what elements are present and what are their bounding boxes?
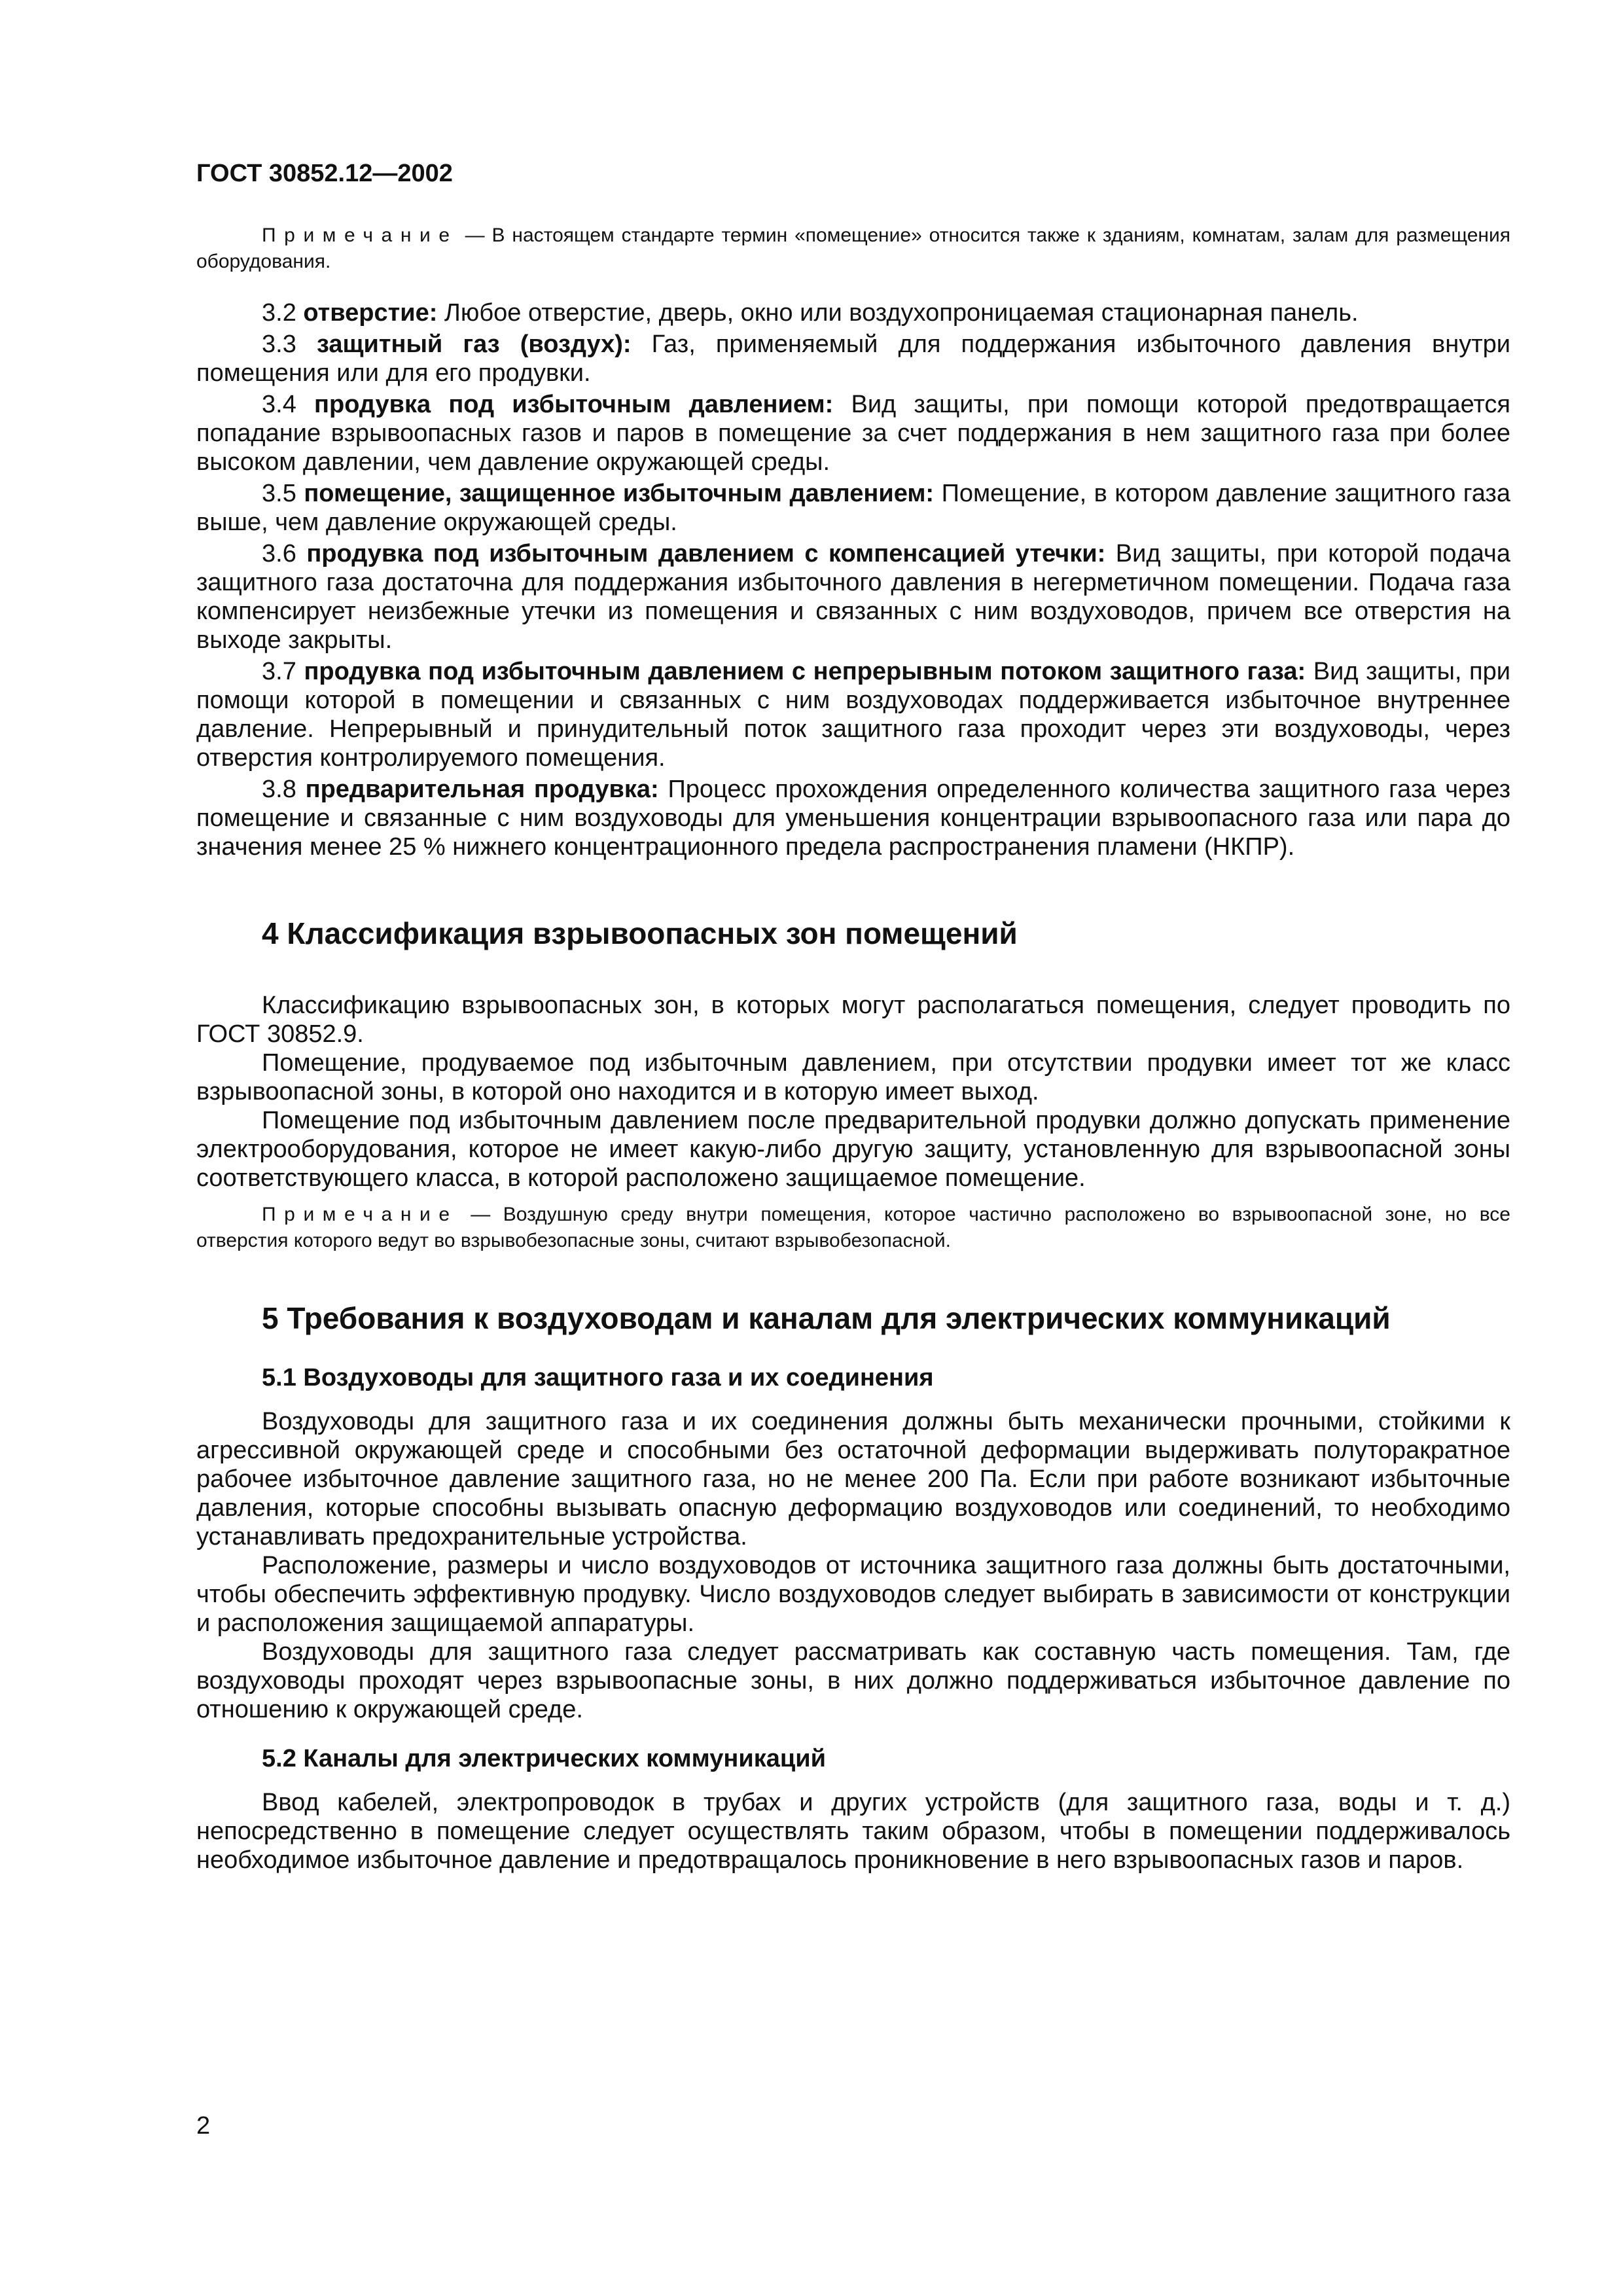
term-definition: Вид защиты, при помощи которой предотвращается попадание взрывоопасных газов и паров в помещение за счет поддержания в нем защитного газа при более высоком давлении, чем давление окружающей среды. [196, 391, 1511, 476]
term-number: 3.2 [262, 299, 296, 327]
term-number: 3.7 [262, 658, 296, 685]
section-5-heading: 5 Требования к воздуховодам и каналам для электрических коммуникаций [262, 1301, 1391, 1335]
term-title: предварительная продувка: [305, 776, 659, 803]
term-number: 3.4 [262, 391, 296, 418]
term-3-2 [196, 298, 1510, 327]
term-title: помещение, защищенное избыточным давлением: [304, 480, 935, 507]
term-number: 3.5 [262, 480, 296, 507]
term-3-5 [196, 479, 1510, 537]
term-definition: Любое отверстие, дверь, окно или воздухопроницаемая стационарная панель. [437, 299, 1359, 327]
term-definition: Процесс прохождения определенного количества защитного газа через помещение и связанные с ним воздуховоды для уменьшения концентрации взрывоопасного газа или пара до значения менее 25 % нижнего концентрационного предела распространения пламени (НКПР). [196, 776, 1511, 861]
subsection-5-2-heading: 5.2 Каналы для электрических коммуникаций [262, 1745, 826, 1772]
document-body [196, 223, 1510, 1874]
body-paragraph: Воздуховоды для защитного газа следует рассматривать как составную часть помещения. Там, где воздуховоды проходят через взрывоопасные зоны, в них должно поддерживаться избыточное давление по отношению к окружающей среде. [196, 1638, 1510, 1723]
note-paragraph [196, 1202, 1510, 1254]
term-3-7 [196, 657, 1510, 772]
term-number: 3.8 [262, 776, 296, 803]
body-paragraph: Помещение, продуваемое под избыточным давлением, при отсутствии продувки имеет тот же класс взрывоопасной зоны, в которой оно находится и в которую имеет выход. [196, 1049, 1510, 1105]
term-definition: Помещение, в котором давление защитного газа выше, чем давление окружающей среды. [196, 480, 1510, 536]
note-paragraph [196, 223, 1510, 275]
term-title: защитный газ (воздух): [316, 331, 632, 358]
page-number: 2 [196, 2112, 211, 2140]
term-3-4 [196, 390, 1510, 476]
term-number: 3.3 [262, 331, 296, 358]
note-lead: Примечание [262, 1204, 458, 1225]
body-paragraph: Помещение под избыточным давлением после предварительной продувки должно допускать применение электрооборудования, которое не имеет какую-либо другую защиту, установленную для взрывоопасной зоны соответствующего класса, в которой расположено защищаемое помещение. [196, 1107, 1510, 1192]
term-3-6 [196, 539, 1510, 655]
term-definition: Вид защиты, при помощи которой в помещении и связанных с ним воздуховодах поддерживается избыточное внутреннее давление. Непрерывный и принудительный поток защитного газа проходит через эти воздуховоды, через отверстия контролируемого помещения. [196, 658, 1510, 772]
note-lead: Примечание [262, 224, 458, 246]
note-text: — Воздушную среду внутри помещения, которое частично расположено во взрывоопасной зоне, но все отверстия которого ведут во взрывобезопасные зоны, считают взрывобезопасной. [196, 1204, 1510, 1251]
body-paragraph: Ввод кабелей, электропроводок в трубах и других устройств (для защитного газа, воды и т. д.) непосредственно в помещение следует осуществлять таким образом, чтобы в помещении поддерживалось необходимое избыточное давление и предотвращалось проникновение в него взрывоопасных газов и паров. [196, 1789, 1510, 1874]
term-3-3 [196, 330, 1510, 387]
subsection-5-1-heading: 5.1 Воздуховоды для защитного газа и их соединения [262, 1364, 934, 1391]
note-text: — В настоящем стандарте термин «помещение» относится также к зданиям, комнатам, залам для размещения оборудования. [196, 224, 1510, 272]
term-definition: Вид защиты, при которой подача защитного газа достаточна для поддержания избыточного давления в негерметичном помещении. Подача газа компенсирует неизбежные утечки из помещения и связанных с ним воздуховодов, причем все отверстия на выходе закрыты. [196, 540, 1510, 654]
term-number: 3.6 [262, 540, 296, 567]
term-definition: Газ, применяемый для поддержания избыточного давления внутри помещения или для его продувки. [196, 331, 1510, 387]
term-3-8 [196, 775, 1510, 861]
term-title: продувка под избыточным давлением с непрерывным потоком защитного газа: [304, 658, 1306, 685]
term-title: отверстие: [303, 299, 438, 327]
section-4-heading: 4 Классификация взрывоопасных зон помещений [262, 916, 1018, 950]
body-paragraph: Классификацию взрывоопасных зон, в которых могут располагаться помещения, следует проводить по ГОСТ 30852.9. [196, 992, 1510, 1048]
term-title: продувка под избыточным давлением: [314, 391, 834, 418]
body-paragraph: Воздуховоды для защитного газа и их соединения должны быть механически прочными, стойкими к агрессивной окружающей среде и способными без остаточной деформации выдерживать полуторакратное рабочее избыточное давление защитного газа, но не менее 200 Па. Если при работе возникают избыточные давления, которые способны вызывать опасную деформацию воздуховодов или соединений, то необходимо устанавливать предохранительные устройства. [196, 1408, 1510, 1551]
document-header: ГОСТ 30852.12—2002 [196, 160, 453, 187]
body-paragraph: Расположение, размеры и число воздуховодов от источника защитного газа должны быть достаточными, чтобы обеспечить эффективную продувку. Число воздуховодов следует выбирать в зависимости от конструкции и расположения защищаемой аппаратуры. [196, 1552, 1510, 1637]
term-title: продувка под избыточным давлением с компенсацией утечки: [306, 540, 1106, 567]
